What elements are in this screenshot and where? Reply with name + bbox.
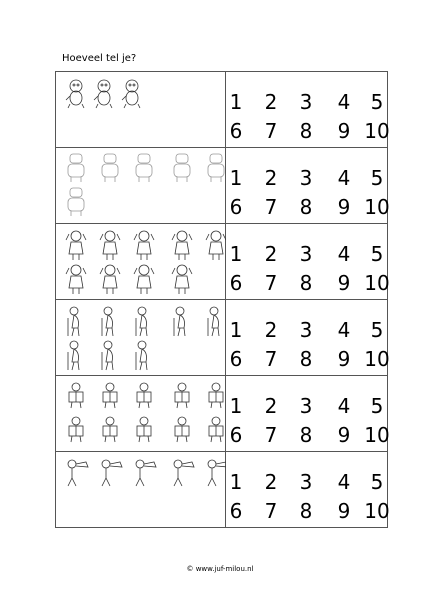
reader-figure bbox=[137, 383, 151, 408]
number-choice-7[interactable]: 7 bbox=[264, 195, 278, 219]
number-choice-5[interactable]: 5 bbox=[370, 318, 384, 342]
counting-grid bbox=[55, 71, 388, 528]
number-choice-6[interactable]: 6 bbox=[229, 423, 243, 447]
number-choice-4[interactable]: 4 bbox=[337, 470, 351, 494]
picture-cell bbox=[56, 148, 226, 223]
counting-row-trumpeters bbox=[56, 452, 390, 528]
number-choice-5[interactable]: 5 bbox=[370, 166, 384, 190]
number-choices bbox=[226, 72, 390, 147]
number-choice-3[interactable]: 3 bbox=[299, 166, 313, 190]
number-choice-4[interactable]: 4 bbox=[337, 394, 351, 418]
number-choice-1[interactable]: 1 bbox=[229, 470, 243, 494]
number-choice-7[interactable]: 7 bbox=[264, 271, 278, 295]
picture-cell bbox=[56, 72, 226, 147]
robot-figure bbox=[174, 154, 190, 182]
number-choice-9[interactable]: 9 bbox=[337, 271, 351, 295]
girl-figure bbox=[172, 265, 192, 294]
reader-figure bbox=[103, 383, 117, 408]
number-choice-9[interactable]: 9 bbox=[337, 423, 351, 447]
number-choice-6[interactable]: 6 bbox=[229, 195, 243, 219]
number-choices bbox=[226, 148, 390, 223]
number-choices bbox=[226, 376, 390, 451]
number-choice-6[interactable]: 6 bbox=[229, 347, 243, 371]
number-choice-5[interactable]: 5 bbox=[370, 242, 384, 266]
reader-figure bbox=[137, 417, 151, 442]
girl-figure bbox=[134, 231, 154, 260]
picture-cell bbox=[56, 376, 226, 451]
picture-cell bbox=[56, 224, 226, 299]
grandparent-figure bbox=[68, 341, 79, 370]
reader-figure bbox=[209, 383, 223, 408]
trumpeter-figure bbox=[68, 460, 88, 486]
reader-figure bbox=[175, 383, 189, 408]
trumpeter-figure bbox=[136, 460, 156, 486]
reader-figure bbox=[69, 417, 83, 442]
number-choice-8[interactable]: 8 bbox=[299, 423, 313, 447]
counting-row-girls bbox=[56, 224, 390, 300]
grandparent-figure bbox=[208, 307, 219, 336]
number-choice-2[interactable]: 2 bbox=[264, 470, 278, 494]
number-choice-2[interactable]: 2 bbox=[264, 242, 278, 266]
number-choice-10[interactable]: 10 bbox=[364, 119, 390, 143]
picture-cell bbox=[56, 452, 226, 528]
number-choice-8[interactable]: 8 bbox=[299, 119, 313, 143]
grandparent-figure bbox=[68, 307, 79, 336]
number-choice-9[interactable]: 9 bbox=[337, 347, 351, 371]
reader-figure bbox=[69, 383, 83, 408]
girl-figure bbox=[100, 265, 120, 294]
girl-figure bbox=[66, 265, 86, 294]
number-choice-7[interactable]: 7 bbox=[264, 347, 278, 371]
trumpeter-figure bbox=[174, 460, 194, 486]
number-choice-10[interactable]: 10 bbox=[364, 499, 390, 523]
number-choice-2[interactable]: 2 bbox=[264, 90, 278, 114]
picture-cell bbox=[56, 300, 226, 375]
number-choice-5[interactable]: 5 bbox=[370, 394, 384, 418]
number-choice-10[interactable]: 10 bbox=[364, 271, 390, 295]
counting-row-readers bbox=[56, 376, 390, 452]
number-choice-2[interactable]: 2 bbox=[264, 166, 278, 190]
number-choices bbox=[226, 300, 390, 375]
grandparent-figure bbox=[102, 341, 113, 370]
robot-figure bbox=[102, 154, 118, 182]
monkey-figure bbox=[66, 80, 84, 108]
number-choice-3[interactable]: 3 bbox=[299, 318, 313, 342]
number-choice-8[interactable]: 8 bbox=[299, 271, 313, 295]
reader-figure bbox=[175, 417, 189, 442]
number-choice-1[interactable]: 1 bbox=[229, 318, 243, 342]
grandparent-figure bbox=[136, 341, 147, 370]
number-choice-7[interactable]: 7 bbox=[264, 423, 278, 447]
picture-group bbox=[56, 72, 226, 148]
grandparent-figure bbox=[174, 307, 185, 336]
number-choice-5[interactable]: 5 bbox=[370, 470, 384, 494]
footer-copyright: © www.juf-milou.nl bbox=[186, 565, 254, 573]
number-choice-3[interactable]: 3 bbox=[299, 90, 313, 114]
robot-figure bbox=[136, 154, 152, 182]
number-choice-3[interactable]: 3 bbox=[299, 242, 313, 266]
reader-figure bbox=[103, 417, 117, 442]
counting-row-robots bbox=[56, 148, 390, 224]
reader-figure bbox=[209, 417, 223, 442]
number-choice-8[interactable]: 8 bbox=[299, 499, 313, 523]
number-choice-6[interactable]: 6 bbox=[229, 271, 243, 295]
girl-figure bbox=[66, 231, 86, 260]
counting-row-grandparents bbox=[56, 300, 390, 376]
grandparent-figure bbox=[136, 307, 147, 336]
number-choice-3[interactable]: 3 bbox=[299, 394, 313, 418]
number-choice-10[interactable]: 10 bbox=[364, 423, 390, 447]
trumpeter-figure bbox=[102, 460, 122, 486]
girl-figure bbox=[100, 231, 120, 260]
monkey-figure bbox=[94, 80, 112, 108]
number-choice-8[interactable]: 8 bbox=[299, 195, 313, 219]
girl-figure bbox=[172, 231, 192, 260]
number-choice-3[interactable]: 3 bbox=[299, 470, 313, 494]
page-title: Hoeveel tel je? bbox=[62, 53, 137, 64]
grandparent-figure bbox=[102, 307, 113, 336]
number-choices bbox=[226, 224, 390, 299]
number-choice-9[interactable]: 9 bbox=[337, 195, 351, 219]
number-choice-4[interactable]: 4 bbox=[337, 318, 351, 342]
number-choice-7[interactable]: 7 bbox=[264, 499, 278, 523]
number-choice-8[interactable]: 8 bbox=[299, 347, 313, 371]
picture-group bbox=[56, 148, 226, 224]
girl-figure bbox=[134, 265, 154, 294]
number-choice-5[interactable]: 5 bbox=[370, 90, 384, 114]
number-choice-6[interactable]: 6 bbox=[229, 119, 243, 143]
number-choice-1[interactable]: 1 bbox=[229, 242, 243, 266]
number-choice-10[interactable]: 10 bbox=[364, 347, 390, 371]
picture-group bbox=[56, 452, 226, 528]
monkey-figure bbox=[122, 80, 140, 108]
number-choice-7[interactable]: 7 bbox=[264, 119, 278, 143]
number-choice-1[interactable]: 1 bbox=[229, 166, 243, 190]
number-choice-1[interactable]: 1 bbox=[229, 394, 243, 418]
robot-figure bbox=[68, 154, 84, 182]
number-choice-1[interactable]: 1 bbox=[229, 90, 243, 114]
number-choice-2[interactable]: 2 bbox=[264, 394, 278, 418]
counting-row-monkeys bbox=[56, 72, 390, 148]
robot-figure bbox=[68, 188, 84, 216]
number-choice-2[interactable]: 2 bbox=[264, 318, 278, 342]
picture-group bbox=[56, 224, 226, 300]
number-choice-4[interactable]: 4 bbox=[337, 242, 351, 266]
number-choice-6[interactable]: 6 bbox=[229, 499, 243, 523]
number-choice-4[interactable]: 4 bbox=[337, 166, 351, 190]
number-choice-9[interactable]: 9 bbox=[337, 119, 351, 143]
picture-group bbox=[56, 300, 226, 376]
number-choice-10[interactable]: 10 bbox=[364, 195, 390, 219]
number-choice-4[interactable]: 4 bbox=[337, 90, 351, 114]
number-choices bbox=[226, 452, 390, 528]
picture-group bbox=[56, 376, 226, 452]
number-choice-9[interactable]: 9 bbox=[337, 499, 351, 523]
